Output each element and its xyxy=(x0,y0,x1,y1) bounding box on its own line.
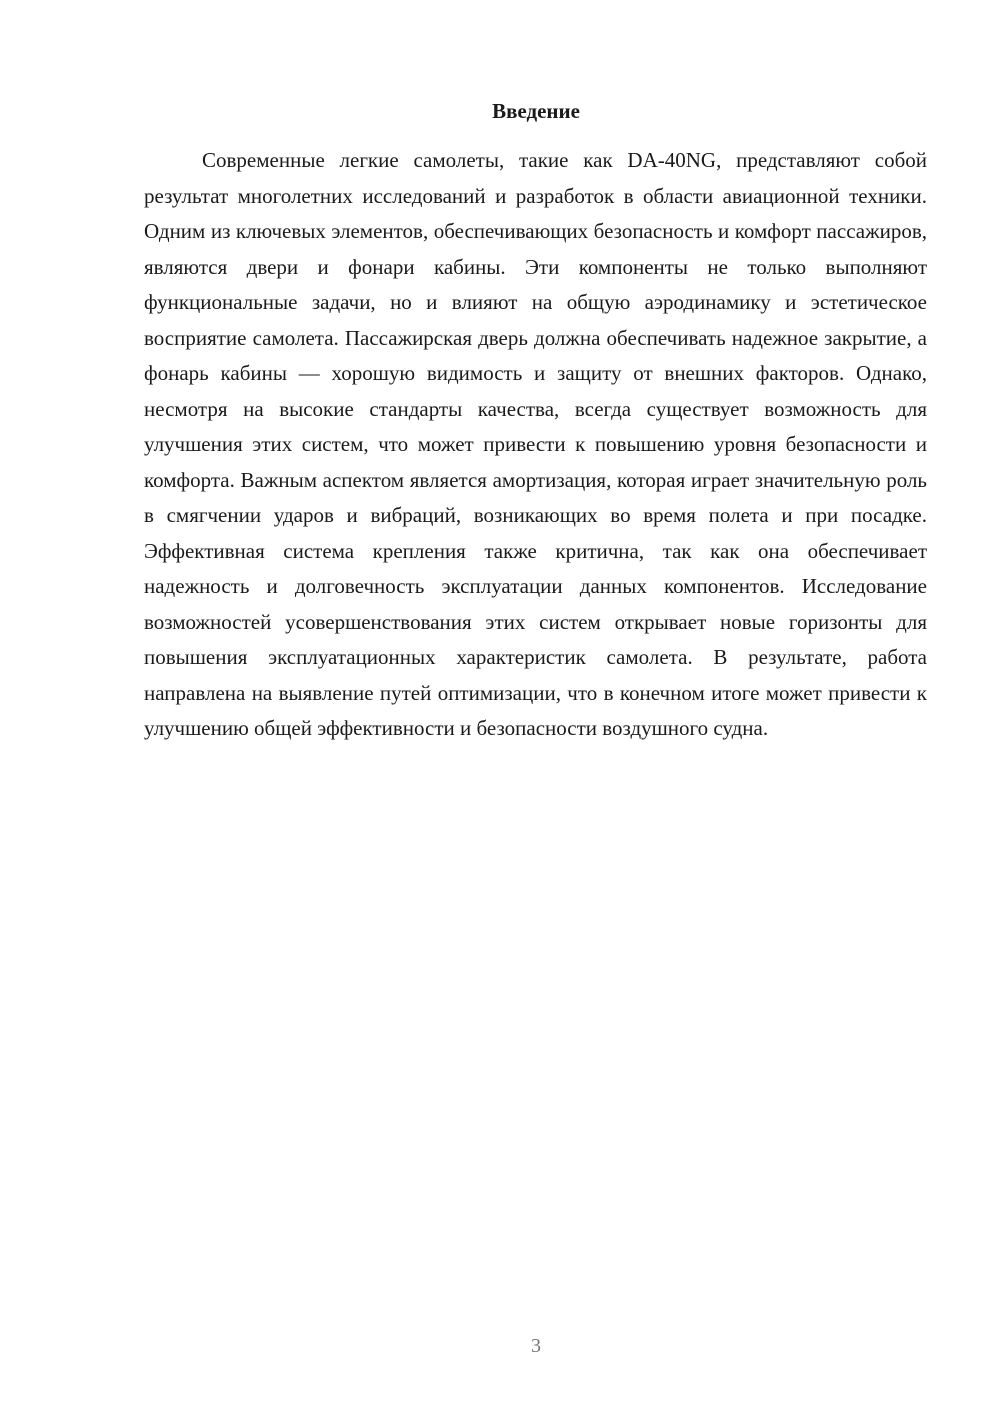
section-title: Введение xyxy=(492,99,580,123)
body-paragraph: Современные легкие самолеты, такие как DA-40NG, представляют собой результат многолетних исследований и разработок в области авиационной техники. Одним из ключевых элементов, обеспечивающих безопасность и комфорт пассажиров, являются двери и фонари кабины. Эти компоненты не только выполняют функциональные задачи, но и влияют на общую аэродинамику и эстетическое восприятие самолета. Пассажирская дверь должна обеспечивать надежное закрытие, а фонарь кабины — хорошую видимость и защиту от внешних факторов. Однако, несмотря на высокие стандарты качества, всегда существует возможность для улучшения этих систем, что может привести к повышению уровня безопасности и комфорта. Важным аспектом является амортизация, которая играет значительную роль в смягчении ударов и вибраций, возникающих во время полета и при посадке. Эффективная система крепления также критична, так как она обеспечивает надежность и долговечность эксплуатации данных компонентов. Исследование возможностей усовершенствования этих систем открывает новые горизонты для повышения эксплуатационных характеристик самолета. В результате, работа направлена на выявление путей оптимизации, что в конечном итоге может привести к улучшению общей эффективности и безопасности воздушного судна. xyxy=(144,148,927,740)
page-number: 3 xyxy=(531,1335,541,1357)
